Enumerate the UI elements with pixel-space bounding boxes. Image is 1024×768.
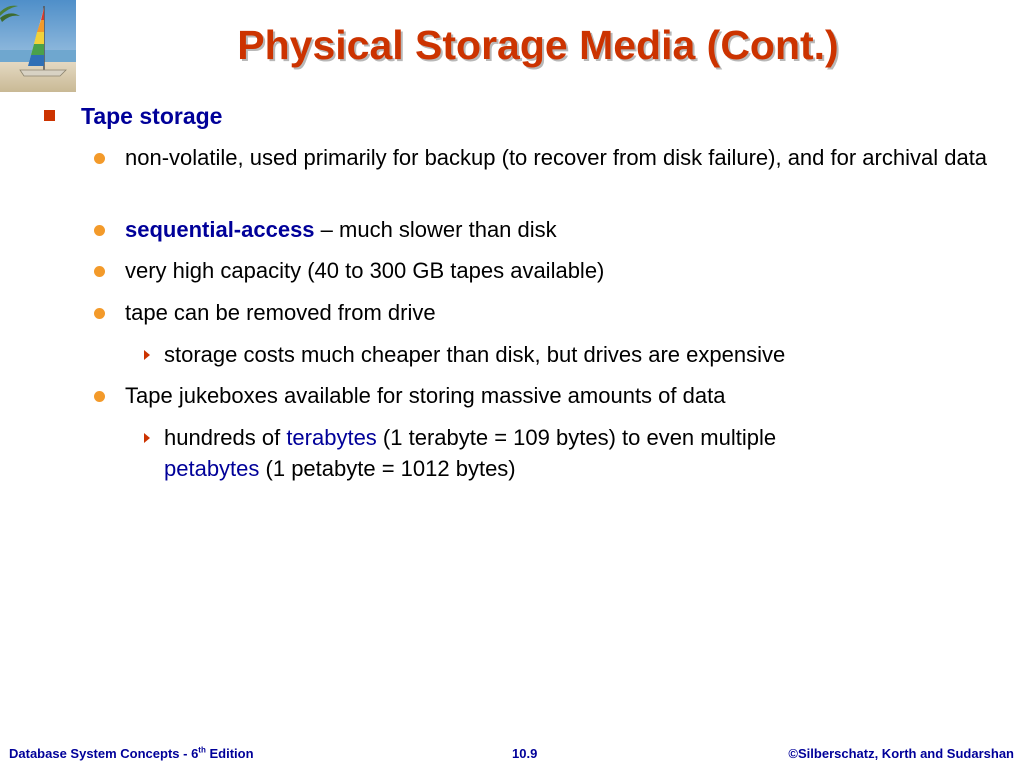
- footer-left-text: Database System Concepts - 6: [9, 746, 199, 761]
- subbullet-text: [164, 422, 1004, 484]
- circle-bullet-icon: [94, 266, 105, 277]
- bullet-text: non-volatile, used primarily for backup (to recover from disk failure), and for archival data: [125, 145, 988, 170]
- bullet-jukeboxes: [94, 381, 994, 411]
- circle-bullet-icon: [94, 225, 105, 236]
- footer-copyright: ©Silberschatz, Korth and Sudarshan: [788, 746, 1014, 761]
- footer-left-sup: th: [198, 745, 206, 755]
- slide-title-text: Physical Storage Media (Cont.): [237, 22, 839, 68]
- bullet-text: tape can be removed from drive: [125, 300, 436, 325]
- bullet-removable: [94, 298, 994, 328]
- circle-bullet-icon: [94, 153, 105, 164]
- triangle-bullet-icon: [144, 433, 150, 443]
- bullet-non-volatile: [94, 143, 994, 173]
- triangle-bullet-icon: [144, 350, 150, 360]
- slide-footer: [0, 744, 1024, 764]
- slide-title: [0, 22, 1024, 69]
- circle-bullet-icon: [94, 308, 105, 319]
- text-part: hundreds of: [164, 425, 287, 450]
- term-terabytes: terabytes: [286, 425, 377, 450]
- subbullet-terabytes: [144, 422, 1004, 484]
- square-bullet-icon: [44, 110, 55, 121]
- term-sequential-access: sequential-access: [125, 217, 315, 242]
- text-part: (1 petabyte = 1012 bytes): [259, 456, 516, 481]
- text-part: (1 terabyte = 109 bytes) to even multiple: [376, 425, 777, 450]
- bullet-text: [125, 215, 994, 245]
- bullet-text-rest: – much slower than disk: [314, 217, 557, 242]
- bullet-tape-storage: [44, 100, 222, 132]
- bullet-sequential-access: [94, 215, 994, 245]
- subbullet-text: storage costs much cheaper than disk, but drives are expensive: [164, 342, 786, 367]
- heading-text: Tape storage: [81, 103, 223, 129]
- footer-left-suffix: Edition: [205, 746, 254, 761]
- page-number: 10.9: [512, 746, 538, 761]
- bullet-text: very high capacity (40 to 300 GB tapes available): [125, 258, 605, 283]
- footer-book-title: [9, 746, 254, 761]
- subbullet-storage-costs: [144, 339, 1004, 370]
- term-petabytes: petabytes: [164, 456, 260, 481]
- bullet-high-capacity: [94, 256, 994, 286]
- circle-bullet-icon: [94, 391, 105, 402]
- bullet-text: Tape jukeboxes available for storing massive amounts of data: [125, 383, 726, 408]
